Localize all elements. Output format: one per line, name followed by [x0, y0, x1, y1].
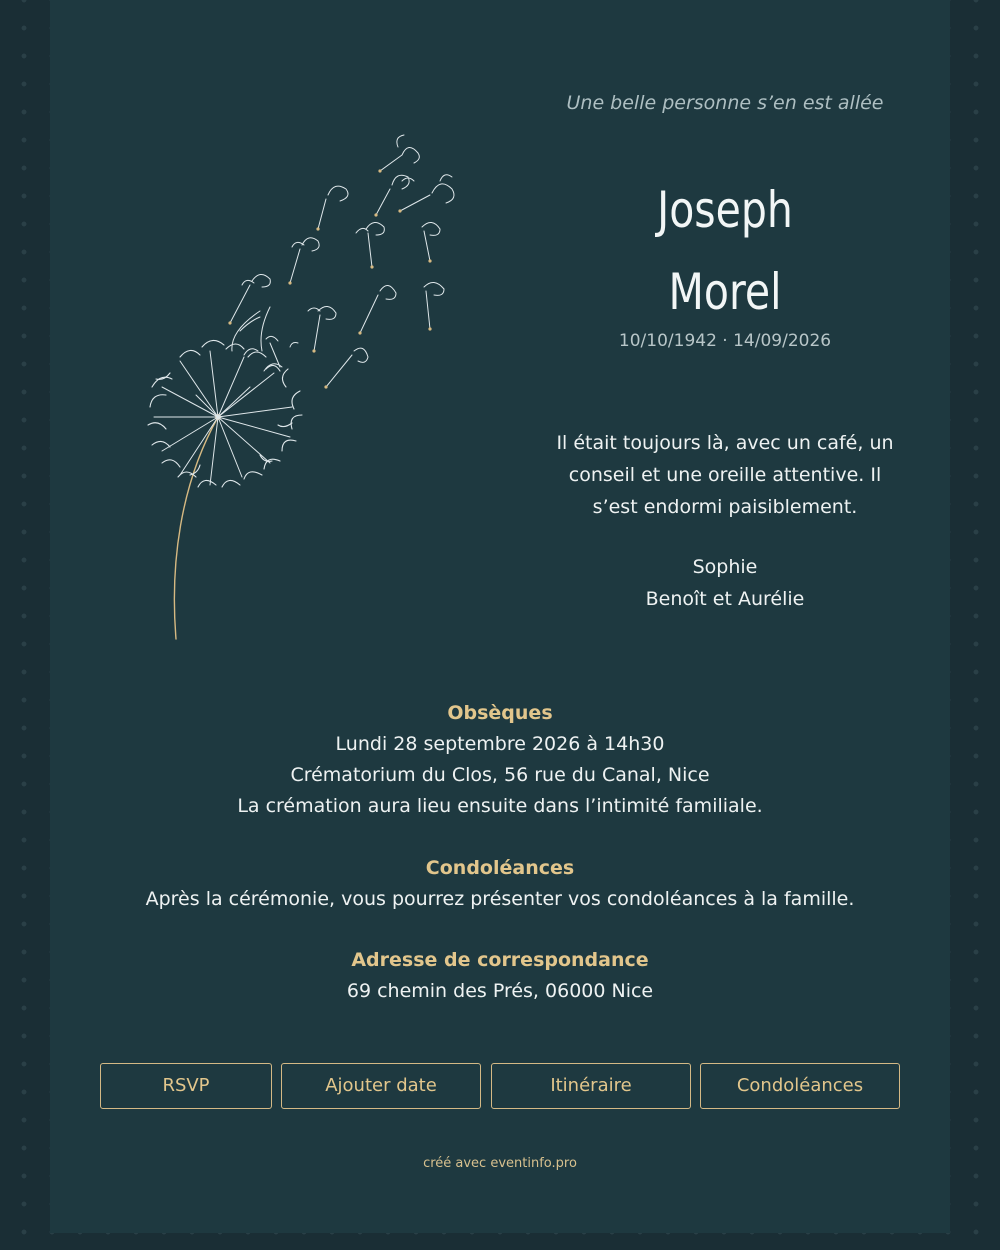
life-dates: 10/10/1942 · 14/09/2026 [618, 331, 832, 351]
memorial-quote: Il était toujours là, avec un café, un conseil et une oreille attentive. Il s’est endormi paisiblement. [556, 432, 894, 518]
obseques-date: Lundi 28 septembre 2026 à 14h30 [335, 733, 665, 755]
footer-credit-link[interactable]: créé avec eventinfo.pro [423, 1156, 577, 1171]
obseques-heading: Obsèques [447, 702, 553, 724]
obseques-section [50, 697, 950, 822]
condoleances-text: Après la cérémonie, vous pourrez présenter vos condoléances à la famille. [145, 888, 855, 910]
adresse-heading: Adresse de correspondance [351, 949, 649, 971]
family-member: Sophie [692, 556, 758, 578]
condolences-button[interactable]: Condoléances [700, 1063, 900, 1109]
adresse-section [50, 944, 950, 1007]
adresse-text: 69 chemin des Prés, 06000 Nice [346, 980, 654, 1002]
condoleances-section [50, 852, 950, 915]
tagline: Une belle personne s’en est allée [566, 92, 884, 114]
deceased-last-name: Morel [668, 263, 782, 321]
family-names [545, 551, 905, 615]
obseques-place: Crématorium du Clos, 56 rue du Canal, Nice [290, 764, 710, 786]
deceased-first-name: Joseph [657, 181, 793, 239]
family-member: Benoît et Aurélie [645, 588, 805, 610]
rsvp-button[interactable]: RSVP [100, 1063, 272, 1109]
obseques-note: La crémation aura lieu ensuite dans l’intimité familiale. [237, 795, 763, 817]
itinerary-button[interactable]: Itinéraire [491, 1063, 691, 1109]
add-date-button[interactable]: Ajouter date [281, 1063, 481, 1109]
condoleances-heading: Condoléances [425, 857, 575, 879]
dandelion-icon [140, 125, 480, 645]
